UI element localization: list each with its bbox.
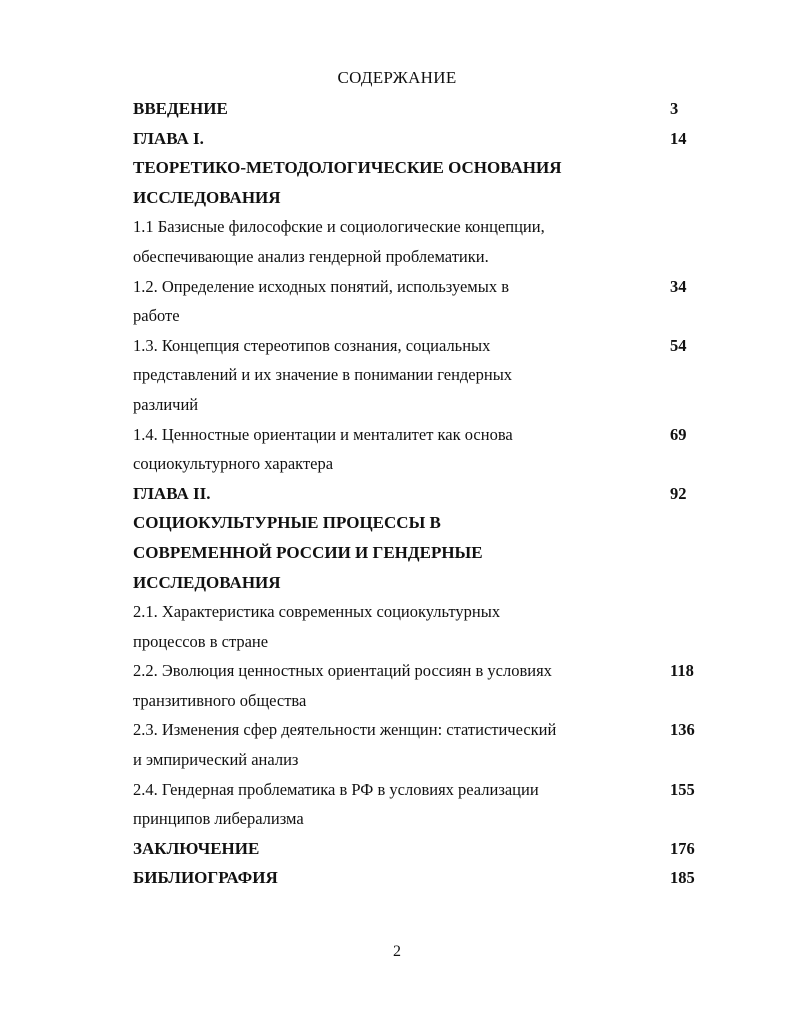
- toc-entry: [133, 94, 733, 124]
- toc-entry: [133, 863, 733, 893]
- toc-entry-page: 92: [670, 483, 687, 503]
- toc-entry-line: 1.4. Ценностные ориентации и менталитет как основа: [133, 424, 513, 444]
- toc-entry: [133, 775, 733, 834]
- toc-entry-page: 34: [670, 276, 687, 296]
- toc-entry-line: СОЦИОКУЛЬТУРНЫЕ ПРОЦЕССЫ В: [133, 513, 441, 533]
- toc-entry-page: 136: [670, 720, 695, 740]
- toc-entry-line: 1.2. Определение исходных понятий, используемых в: [133, 276, 509, 296]
- toc-entry-line: ИССЛЕДОВАНИЯ: [133, 187, 281, 207]
- toc-entry: [133, 715, 733, 774]
- toc-entry-line: принципов либерализма: [133, 809, 304, 829]
- toc-entry: [133, 656, 733, 715]
- toc-entry: [133, 508, 733, 597]
- toc-entry: [133, 479, 733, 509]
- toc-entry-line: 2.3. Изменения сфер деятельности женщин: статистический: [133, 720, 557, 740]
- toc-entry: [133, 420, 733, 479]
- toc-entry-line: ВВЕДЕНИЕ: [133, 99, 228, 118]
- toc-entry-text: [133, 331, 633, 420]
- toc-entry-text: [133, 656, 633, 715]
- toc-entry-text: [133, 420, 633, 479]
- toc-entry-text: [133, 508, 633, 597]
- toc-entry-text: [133, 94, 633, 124]
- toc-entry-line: 1.3. Концепция стереотипов сознания, социальных: [133, 335, 491, 355]
- toc-entry-line: 2.4. Гендерная проблематика в РФ в условиях реализации: [133, 779, 539, 799]
- toc-entry-page: 185: [670, 868, 695, 888]
- toc-entry-text: [133, 775, 633, 834]
- toc-entry-line: работе: [133, 306, 180, 326]
- toc-entry-line: ТЕОРЕТИКО-МЕТОДОЛОГИЧЕСКИЕ ОСНОВАНИЯ: [133, 158, 562, 178]
- toc-entry-page: 118: [670, 661, 694, 681]
- toc-entry-text: [133, 124, 633, 154]
- toc-entry-text: [133, 153, 633, 212]
- toc-entry-page: 155: [670, 779, 695, 799]
- toc-entry-line: транзитивного общества: [133, 690, 307, 710]
- toc-entry: [133, 834, 733, 864]
- toc-entry-page: 69: [670, 424, 687, 444]
- toc-entry-line: ИССЛЕДОВАНИЯ: [133, 572, 281, 592]
- toc-entry-line: и эмпирический анализ: [133, 750, 299, 770]
- toc-entry-line: ГЛАВА I.: [133, 128, 204, 148]
- toc-entry-line: процессов в стране: [133, 631, 269, 651]
- toc-entry-line: различий: [133, 394, 199, 414]
- toc-entry-text: [133, 863, 633, 893]
- toc-entry-line: БИБЛИОГРАФИЯ: [133, 868, 278, 888]
- toc-entry-line: социокультурного характера: [133, 454, 334, 474]
- toc-entry-text: [133, 479, 633, 509]
- toc-entry: [133, 331, 733, 420]
- toc-entry-line: 1.1 Базисные философские и социологические концепции,: [133, 217, 545, 237]
- toc-entry-line: представлений и их значение в понимании гендерных: [133, 365, 513, 385]
- toc-entry: [133, 124, 733, 154]
- toc-entry-line: 2.1. Характеристика современных социокультурных: [133, 602, 501, 622]
- toc-entry-line: ЗАКЛЮЧЕНИЕ: [133, 838, 260, 858]
- toc-entry-page: 54: [670, 335, 687, 355]
- toc-entry-line: ГЛАВА II.: [133, 483, 211, 503]
- toc-entry: [133, 153, 733, 212]
- toc-entry-page: 14: [670, 128, 687, 148]
- toc-entry-page: 3: [670, 99, 679, 118]
- toc-entry-text: [133, 272, 633, 331]
- toc-entry-text: [133, 597, 633, 656]
- toc-entry-text: [133, 715, 633, 774]
- toc-entry-line: обеспечивающие анализ гендерной проблематики.: [133, 246, 489, 266]
- toc-entry-line: 2.2. Эволюция ценностных ориентаций россиян в условиях: [133, 661, 552, 681]
- toc-entry-page: 176: [670, 838, 695, 858]
- toc-entry: [133, 597, 733, 656]
- toc-entry-text: [133, 212, 633, 271]
- toc-entry: [133, 272, 733, 331]
- page-title: СОДЕРЖАНИЕ: [337, 68, 457, 87]
- toc-entry: [133, 212, 733, 271]
- page-number: 2: [393, 943, 401, 960]
- toc-entry-text: [133, 834, 633, 864]
- table-of-contents: [133, 94, 733, 893]
- toc-entry-line: СОВРЕМЕННОЙ РОССИИ И ГЕНДЕРНЫЕ: [133, 542, 483, 562]
